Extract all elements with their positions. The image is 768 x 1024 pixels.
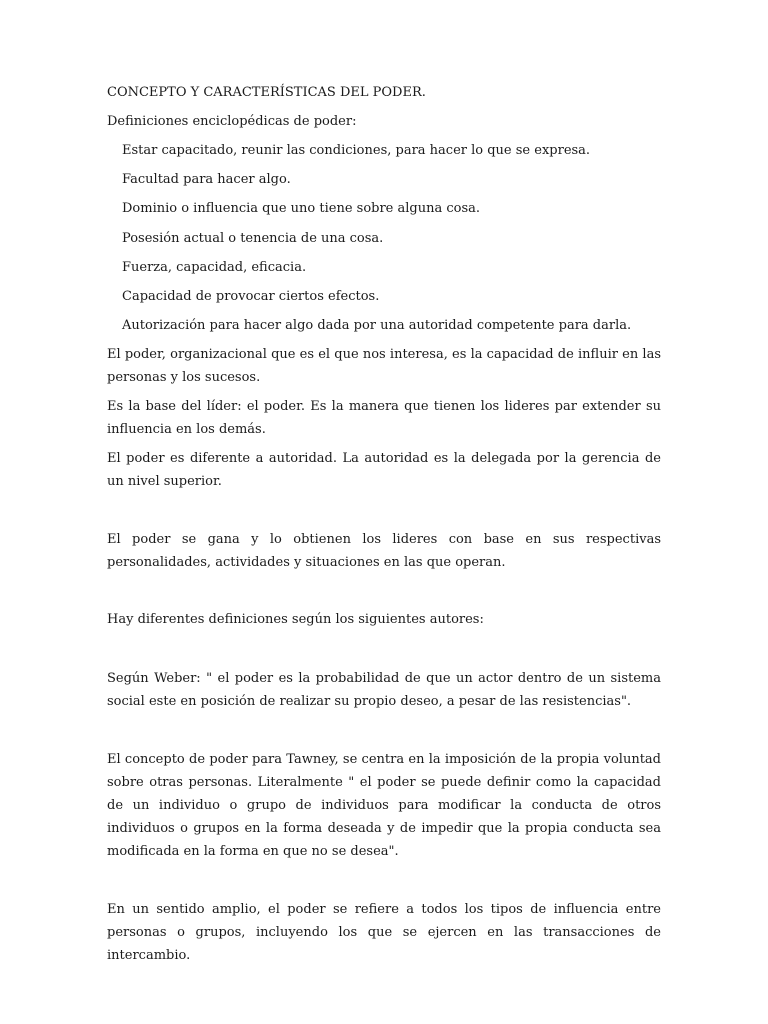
paragraph: Según Weber: " el poder es la probabilidad de que un actor dentro de un sistema social este en posición de realizar su propio deseo, a pesar de las resistencias".: [107, 671, 661, 709]
definition-item: Posesión actual o tenencia de una cosa.: [122, 231, 384, 246]
paragraph: Hay diferentes definiciones según los siguientes autores:: [107, 612, 484, 627]
document-title: CONCEPTO Y CARACTERÍSTICAS DEL PODER.: [107, 85, 426, 100]
definition-item: Capacidad de provocar ciertos efectos.: [122, 289, 380, 304]
paragraph: En un sentido amplio, el poder se refiere a todos los tipos de influencia entre personas o grupos, incluyendo los que se ejercen en las transacciones de intercambio.: [107, 902, 661, 963]
paragraph: El poder, organizacional que es el que nos interesa, es la capacidad de influir en las personas y los sucesos.: [107, 347, 661, 385]
definition-item: Estar capacitado, reunir las condiciones, para hacer lo que se expresa.: [122, 143, 591, 158]
definition-item: Fuerza, capacidad, eficacia.: [122, 260, 307, 275]
definition-item: Facultad para hacer algo.: [122, 172, 291, 187]
paragraph: El poder es diferente a autoridad. La autoridad es la delegada por la gerencia de un nivel superior.: [107, 451, 661, 489]
definitions-intro: Definiciones enciclopédicas de poder:: [107, 114, 357, 129]
definition-item: Dominio o influencia que uno tiene sobre alguna cosa.: [122, 201, 481, 216]
definition-item: Autorización para hacer algo dada por una autoridad competente para darla.: [122, 318, 632, 333]
paragraph: El concepto de poder para Tawney, se centra en la imposición de la propia voluntad sobre otras personas. Literalmente " el poder se puede definir como la capacidad de un individuo o grupo de individuos para modificar la conducta de otros individuos o grupos en la forma deseada y de impedir que la propia conducta sea modificada en la forma en que no se desea".: [107, 752, 661, 859]
paragraph: Es la base del líder: el poder. Es la manera que tienen los lideres par extender su influencia en los demás.: [107, 399, 661, 437]
paragraph: El poder se gana y lo obtienen los lideres con base en sus respectivas personalidades, actividades y situaciones en las que operan.: [107, 532, 661, 570]
